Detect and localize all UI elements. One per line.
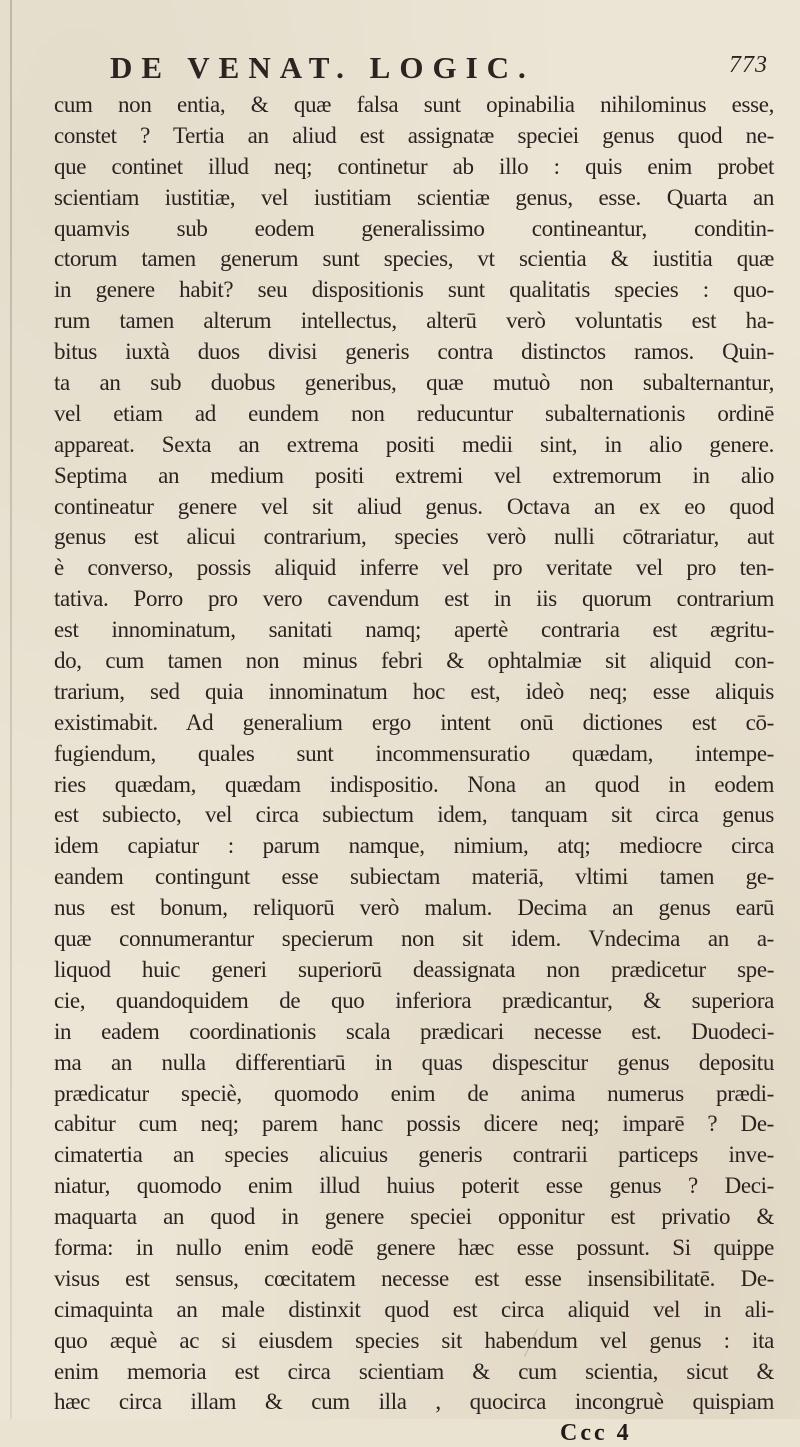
text-line: enim memoria est circa scientiam & cum scientia, sicut & xyxy=(54,1358,774,1384)
text-line: maquarta an quod in genere speciei opponitur est privatio & xyxy=(54,1204,774,1230)
text-line: appareat. Sexta an extrema positi medii sint, in alio genere. xyxy=(54,431,774,457)
text-line: scientiam iustitiæ, vel iustitiam scientiæ genus, esse. Quarta an xyxy=(54,184,774,210)
text-line: Septima an medium positi extremi vel extremorum in alio xyxy=(54,462,774,488)
text-line: cimaquinta an male distinxit quod est circa aliquid vel in ali- xyxy=(54,1296,774,1322)
text-line: bitus iuxtà duos divisi generis contra distinctos ramos. Quin- xyxy=(54,339,774,365)
text-line: trarium, sed quia innominatum hoc est, ideò neq; esse aliquis xyxy=(54,678,774,704)
text-line: vel etiam ad eundem non reducuntur subalternationis ordinē xyxy=(54,400,774,426)
text-line: nus est bonum, reliquorū verò malum. Decima an genus earū xyxy=(54,895,774,921)
text-line: prædicatur speciè, quomodo enim de anima numerus prædi- xyxy=(54,1080,774,1106)
text-line: genus est alicui contrarium, species verò nulli cōtrariatur, aut xyxy=(54,524,774,550)
page-number: 773 xyxy=(729,52,768,78)
text-line: idem capiatur : parum namque, nimium, atq; mediocre circa xyxy=(54,833,774,859)
text-line: ctorum tamen generum sunt species, vt scientia & iustitia quæ xyxy=(54,246,774,272)
text-line: cum non entia, & quæ falsa sunt opinabilia nihilominus esse, xyxy=(54,92,774,117)
text-line: que continet illud neq; continetur ab illo : quis enim probet xyxy=(54,153,774,179)
text-line: rum tamen alterum intellectus, alterū verò voluntatis est ha- xyxy=(54,308,774,334)
text-line: do, cum tamen non minus febri & ophtalmiæ sit aliquid con- xyxy=(54,648,774,674)
text-line: eandem contingunt esse subiectam materiā, vltimi tamen ge- xyxy=(54,864,774,890)
binding-gutter xyxy=(10,0,12,1419)
text-line: quæ connumerantur specierum non sit idem. Vndecima an a- xyxy=(54,926,774,952)
text-line: è converso, possis aliquid inferre vel pro veritate vel pro ten- xyxy=(54,555,774,581)
text-line: ta an sub duobus generibus, quæ mutuò non subalternantur, xyxy=(54,370,774,396)
text-line: quamvis sub eodem generalissimo contineantur, conditin- xyxy=(54,215,774,241)
text-line: est subiecto, vel circa subiectum idem, tanquam sit circa genus xyxy=(54,802,774,828)
text-line: tativa. Porro pro vero cavendum est in iis quorum contrarium xyxy=(54,586,774,612)
text-line: niatur, quomodo enim illud huius poterit esse genus ? Deci- xyxy=(54,1173,774,1199)
text-line: forma: in nullo enim eodē genere hæc esse possunt. Si quippe xyxy=(54,1234,774,1260)
text-line: visus est sensus, cœcitatem necesse est esse insensibilitatē. De- xyxy=(54,1265,774,1291)
catchword-signature: Ccc 4 xyxy=(560,1420,632,1446)
text-line: quo æquè ac si eiusdem species sit habendum vel genus : ita xyxy=(54,1327,774,1353)
page-header xyxy=(110,50,780,90)
text-line: constet ? Tertia an aliud est assignatæ speciei genus quod ne- xyxy=(54,122,774,148)
text-line: existimabit. Ad generalium ergo intent onū dictiones est cō- xyxy=(54,709,774,735)
text-line: liquod huic generi superiorū deassignata non prædicetur spe- xyxy=(54,956,774,982)
text-line: ma an nulla differentiarū in quas dispescitur genus depositu xyxy=(54,1049,774,1075)
text-line: est innominatum, sanitati namq; apertè contraria est ægritu- xyxy=(54,617,774,643)
body-text xyxy=(54,90,774,1418)
text-line: ries quædam, quædam indispositio. Nona an quod in eodem xyxy=(54,771,774,797)
text-line: cimatertia an species alicuius generis contrarii particeps inve- xyxy=(54,1142,774,1168)
running-head: DE VENAT. LOGIC. xyxy=(110,50,535,85)
text-line: fugiendum, quales sunt incommensuratio quædam, intempe- xyxy=(54,740,774,766)
text-line: contineatur genere vel sit aliud genus. Octava an ex eo quod xyxy=(54,493,774,519)
text-line: in genere habit? seu dispositionis sunt qualitatis species : quo- xyxy=(54,277,774,303)
text-line: in eadem coordinationis scala prædicari necesse est. Duodeci- xyxy=(54,1018,774,1044)
text-line: hæc circa illam & cum illa , quocirca incongruè quispiam xyxy=(54,1389,774,1415)
text-line: cabitur cum neq; parem hanc possis dicere neq; imparē ? De- xyxy=(54,1111,774,1137)
text-line: cie, quandoquidem de quo inferiora prædicantur, & superiora xyxy=(54,987,774,1013)
